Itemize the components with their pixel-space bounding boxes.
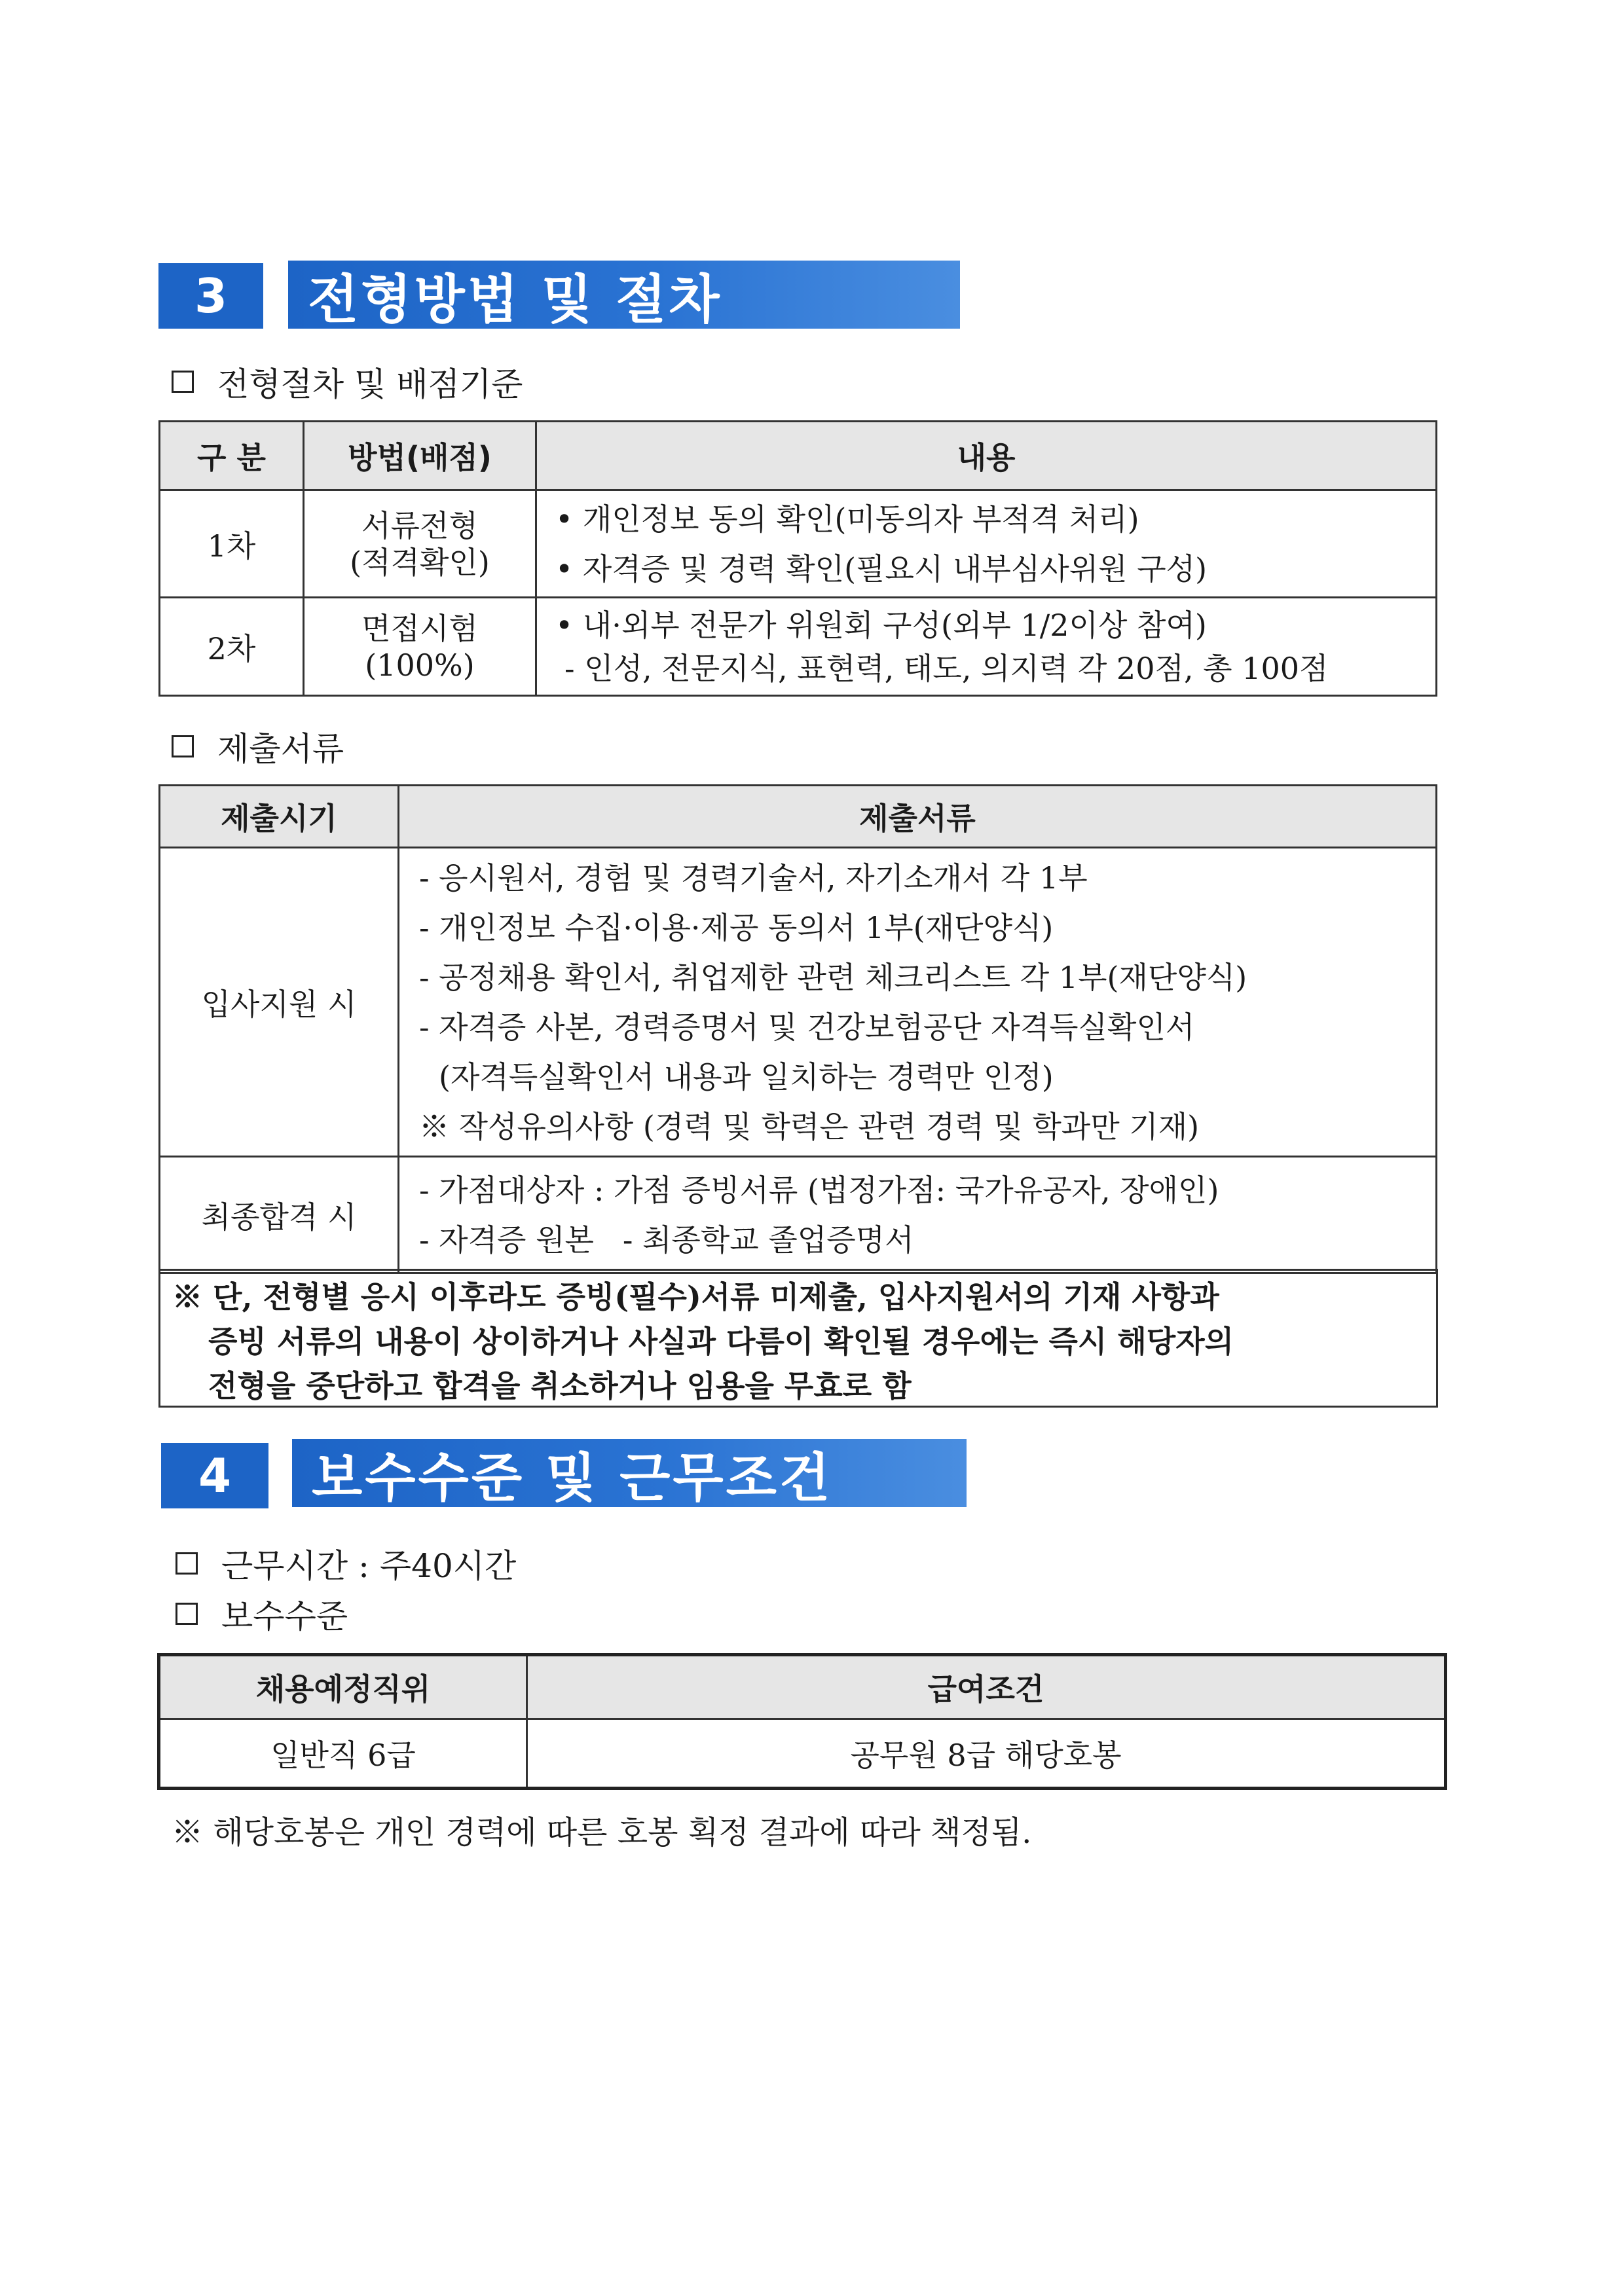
table-row	[159, 1719, 1446, 1789]
method-cell	[304, 598, 536, 696]
document-item: ※ 작성유의사항 (경력 및 학력은 관련 경력 및 학과만 기재)	[419, 1108, 1200, 1144]
header-timing: 제출시기	[160, 786, 399, 848]
content-line: - 인성, 전문지식, 표현력, 태도, 의지력 각 20점, 총 100점	[564, 650, 1329, 686]
document-item: - 자격증 사본, 경력증명서 및 건강보험공단 자격득실확인서	[419, 1009, 1195, 1045]
header-content: 내용	[536, 422, 1437, 490]
pay-heading-label: 보수수준	[221, 1597, 348, 1635]
method-line: (100%)	[365, 647, 475, 683]
stage-cell: 2차	[160, 598, 304, 696]
section-3-number: 3	[158, 263, 263, 329]
document-item: - 공정채용 확인서, 취업제한 관련 체크리스트 각 1부(재단양식)	[419, 959, 1247, 995]
stage-cell: 1차	[160, 490, 304, 598]
table-row	[160, 1157, 1437, 1273]
content-line: • 개인정보 동의 확인(미동의자 부적격 처리)	[555, 501, 1139, 537]
procedure-heading	[172, 359, 523, 405]
section-4-number: 4	[161, 1443, 268, 1508]
notice-box	[158, 1269, 1438, 1408]
footnote: ※ 해당호봉은 개인 경력에 따른 호봉 획정 결과에 따라 책정됨.	[172, 1814, 1032, 1851]
document-item: - 응시원서, 경험 및 경력기술서, 자기소개서 각 1부	[419, 860, 1088, 896]
document-item: (자격득실확인서 내용과 일치하는 경력만 인정)	[439, 1059, 1054, 1095]
position-cell: 일반직 6급	[159, 1719, 527, 1789]
method-line: 서류전형	[361, 507, 478, 543]
pay-table	[157, 1653, 1447, 1790]
table-header-row	[160, 422, 1437, 490]
header-salary: 급여조건	[527, 1655, 1446, 1719]
checkbox-square-icon	[175, 1552, 198, 1575]
header-documents: 제출서류	[399, 786, 1437, 848]
documents-cell	[399, 848, 1437, 1157]
checkbox-square-icon	[172, 371, 194, 393]
table-header-row	[159, 1655, 1446, 1719]
header-method: 방법(배점)	[304, 422, 536, 490]
timing-cell: 입사지원 시	[160, 848, 399, 1157]
method-line: (적격확인)	[350, 544, 490, 580]
checkbox-square-icon	[175, 1603, 198, 1625]
document-item: - 개인정보 수집·이용·제공 동의서 1부(재단양식)	[419, 909, 1054, 945]
content-cell	[536, 598, 1437, 696]
procedure-heading-label: 전형절차 및 배점기준	[217, 365, 523, 403]
notice-line: ※ 단, 전형별 응시 이후라도 증빙(필수)서류 미제출, 입사지원서의 기재 사항과	[172, 1279, 1219, 1315]
documents-heading-label: 제출서류	[217, 730, 344, 768]
document-item: - 자격증 원본 - 최종학교 졸업증명서	[419, 1222, 914, 1258]
content-line: • 내·외부 전문가 위원회 구성(외부 1/2이상 참여)	[555, 607, 1207, 643]
table-header-row	[160, 786, 1437, 848]
checkbox-square-icon	[172, 735, 194, 757]
method-cell	[304, 490, 536, 598]
documents-table	[158, 784, 1437, 1274]
documents-cell	[399, 1157, 1437, 1273]
table-row	[160, 598, 1437, 696]
section-4-title: 보수수준 및 근무조건	[292, 1439, 967, 1507]
method-line: 면접시험	[361, 610, 478, 646]
content-cell	[536, 490, 1437, 598]
document-item: - 가점대상자 : 가점 증빙서류 (법정가점: 국가유공자, 장애인)	[419, 1172, 1219, 1208]
table-row	[160, 490, 1437, 598]
work-hours-line	[175, 1540, 516, 1586]
documents-heading	[172, 723, 344, 769]
pay-heading	[175, 1591, 348, 1637]
table-row	[160, 848, 1437, 1157]
procedure-table	[158, 420, 1437, 697]
salary-cell: 공무원 8급 해당호봉	[527, 1719, 1446, 1789]
work-hours-label: 근무시간 : 주40시간	[221, 1547, 517, 1585]
section-3-title: 전형방법 및 절차	[288, 261, 960, 329]
content-line: • 자격증 및 경력 확인(필요시 내부심사위원 구성)	[555, 551, 1208, 587]
header-position: 채용예정직위	[159, 1655, 527, 1719]
timing-cell: 최종합격 시	[160, 1157, 399, 1273]
notice-line: 증빙 서류의 내용이 상이하거나 사실과 다름이 확인될 경우에는 즉시 해당자의	[208, 1324, 1234, 1359]
header-category: 구 분	[160, 422, 304, 490]
notice-line: 전형을 중단하고 합격을 취소하거나 임용을 무효로 함	[208, 1368, 912, 1404]
